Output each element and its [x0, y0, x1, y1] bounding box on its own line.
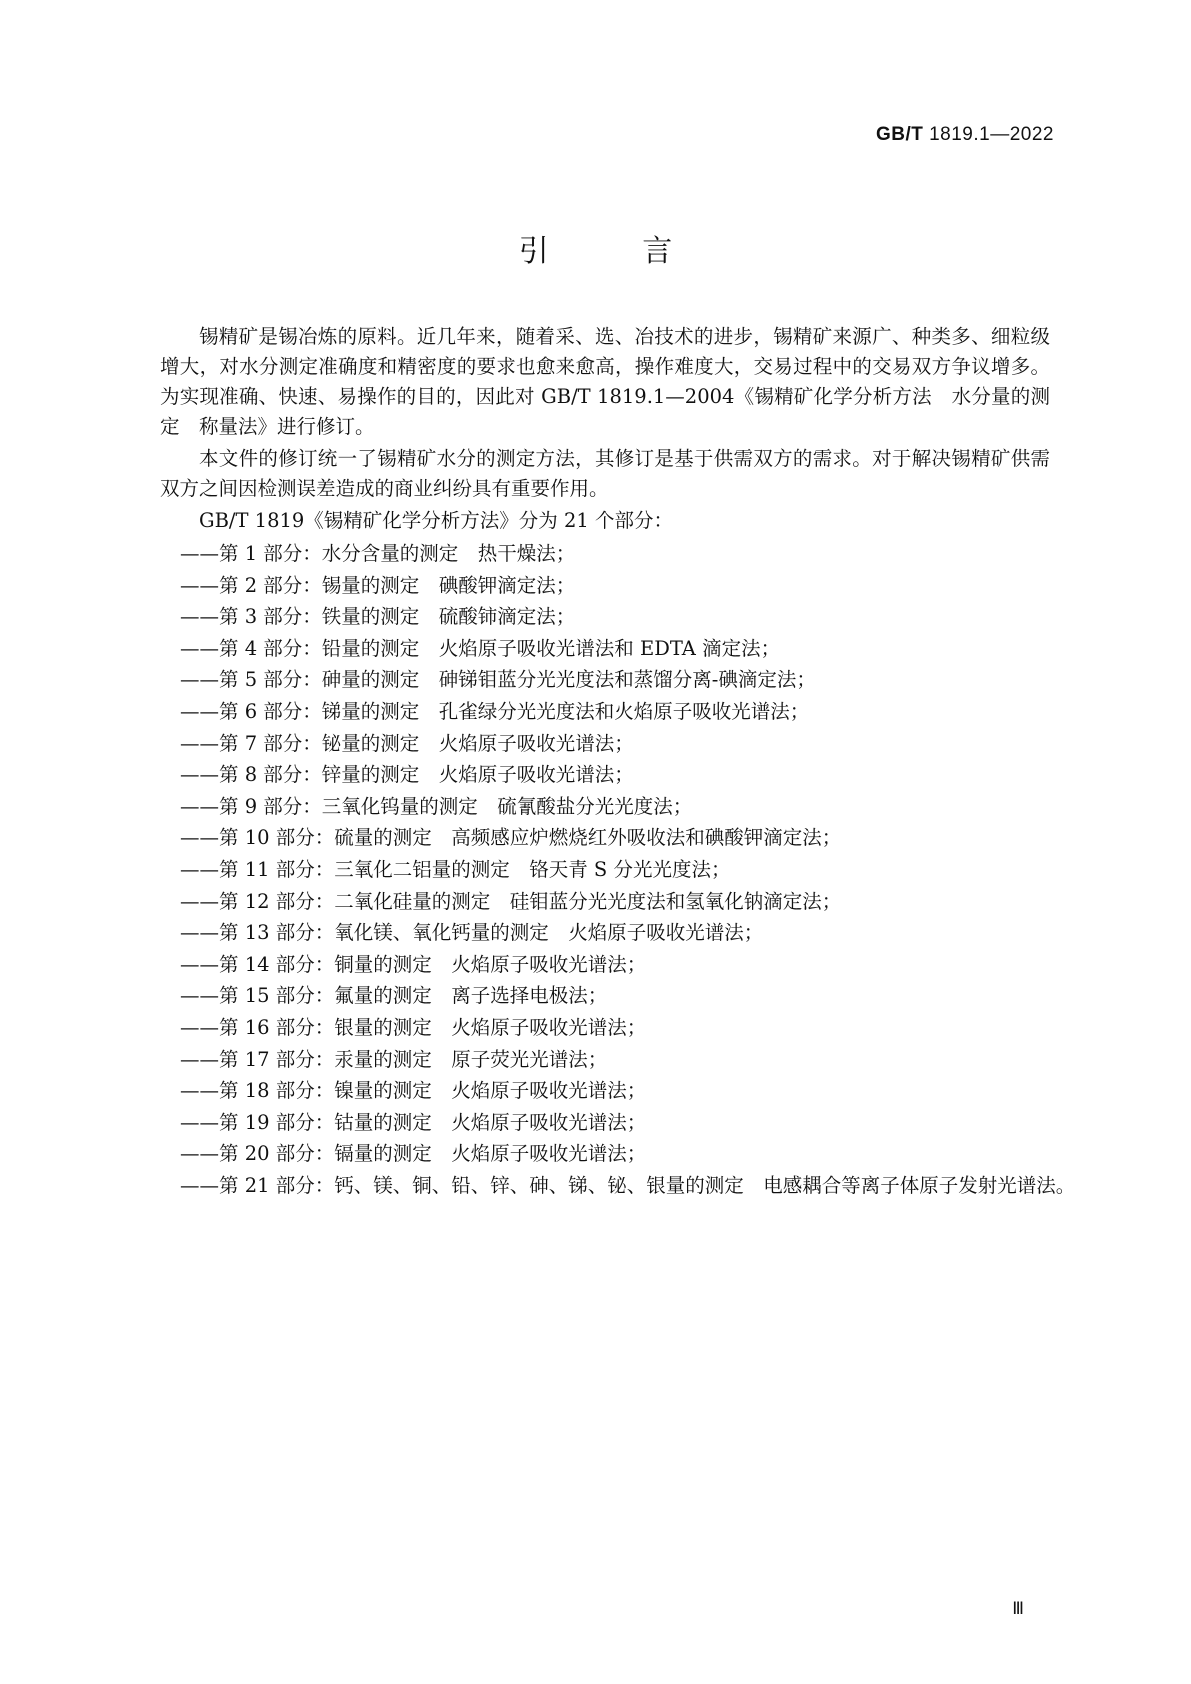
- list-item: ——第 14 部分：铜量的测定 火焰原子吸收光谱法；: [180, 952, 647, 976]
- document-code: [876, 124, 1054, 146]
- list-item: ——第 10 部分：硫量的测定 高频感应炉燃烧红外吸收法和碘酸钾滴定法；: [180, 826, 842, 850]
- document-code-prefix: GB/T: [875, 124, 924, 145]
- parts-list: [160, 538, 1076, 1201]
- page-title: 引 言: [518, 234, 715, 269]
- document-code-number: 1819.1—2022: [929, 124, 1054, 145]
- list-item: ——第 4 部分：铅量的测定 火焰原子吸收光谱法和 EDTA 滴定法；: [180, 636, 781, 660]
- page-number: Ⅲ: [1012, 1599, 1024, 1618]
- list-item: ——第 2 部分：锡量的测定 碘酸钾滴定法；: [180, 573, 576, 597]
- list-item: ——第 13 部分：氧化镁、氧化钙量的测定 火焰原子吸收光谱法；: [180, 921, 764, 945]
- list-item: ——第 7 部分：铋量的测定 火焰原子吸收光谱法；: [180, 731, 634, 755]
- list-item: ——第 11 部分：三氧化二铝量的测定 铬天青 S 分光光度法；: [180, 857, 731, 881]
- list-item: ——第 19 部分：钴量的测定 火焰原子吸收光谱法；: [180, 1110, 647, 1134]
- list-item: ——第 21 部分：钙、镁、铜、铅、锌、砷、锑、铋、银量的测定 电感耦合等离子体原子发射光谱法。: [180, 1173, 1076, 1197]
- list-item: ——第 3 部分：铁量的测定 硫酸铈滴定法；: [180, 605, 576, 629]
- list-item: ——第 17 部分：汞量的测定 原子荧光光谱法；: [180, 1047, 608, 1071]
- list-item: ——第 6 部分：锑量的测定 孔雀绿分光光度法和火焰原子吸收光谱法；: [180, 699, 810, 723]
- paragraph: 锡精矿是锡冶炼的原料。近几年来，随着采、选、冶技术的进步，锡精矿来源广、种类多、细粒级增大，对水分测定准确度和精密度的要求也愈来愈高，操作难度大，交易过程中的交易双方争议增多。为实现准确、快速、易操作的目的，因此对 GB/T 1819.1—2004《锡精矿化学分析方法 水分量的测定 称量法》进行修订。: [160, 325, 1050, 438]
- paragraph: 本文件的修订统一了锡精矿水分的测定方法，其修订是基于供需双方的需求。对于解决锡精矿供需双方之间因检测误差造成的商业纠纷具有重要作用。: [160, 447, 1050, 500]
- list-item: ——第 9 部分：三氧化钨量的测定 硫氰酸盐分光光度法；: [180, 794, 693, 818]
- list-item: ——第 20 部分：镉量的测定 火焰原子吸收光谱法；: [180, 1142, 647, 1166]
- list-item: ——第 16 部分：银量的测定 火焰原子吸收光谱法；: [180, 1015, 647, 1039]
- list-item: ——第 1 部分：水分含量的测定 热干燥法；: [180, 542, 576, 565]
- list-item: ——第 8 部分：锌量的测定 火焰原子吸收光谱法；: [180, 763, 634, 787]
- list-item: ——第 18 部分：镍量的测定 火焰原子吸收光谱法；: [180, 1079, 647, 1103]
- list-item: ——第 5 部分：砷量的测定 砷锑钼蓝分光光度法和蒸馏分离-碘滴定法；: [180, 668, 816, 692]
- list-item: ——第 12 部分：二氧化硅量的测定 硅钼蓝分光光度法和氢氧化钠滴定法；: [180, 889, 842, 913]
- introduction-body: [160, 322, 1076, 1201]
- list-item: ——第 15 部分：氟量的测定 离子选择电极法；: [180, 984, 608, 1008]
- paragraph: GB/T 1819《锡精矿化学分析方法》分为 21 个部分：: [199, 509, 674, 532]
